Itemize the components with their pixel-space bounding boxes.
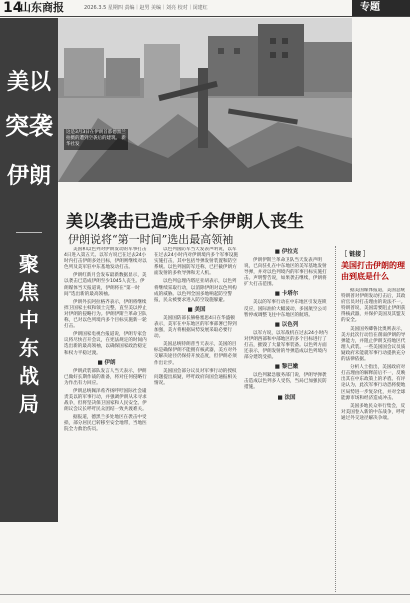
page-header (0, 0, 410, 17)
sidebar-title: 美国打击伊朗的理由到底是什么 (341, 260, 405, 281)
banner-line-3: 伊朗 (6, 164, 51, 189)
section-heading: ■ 以色列 (274, 321, 299, 328)
date-line: 2026.3.5 星期四 责编｜赵男 美编｜刘亮 校对｜闵建红 (84, 5, 208, 11)
paragraph: 伊朗总统佩泽希齐扬呼吁国际社会谴责美以的军事行动，并强调伊朗从未寻求战争，但将坚决保卫国家和人民安全。伊朗议会议长呼吁民众团结一致共渡难关。 (64, 388, 147, 413)
paragraph: 伊朗国家电视台报道说，伊朗专家会议将尽快召开会议，在宪法规定的时间内选出新的最高领袖，以确保国家政治稳定和权力平稳过渡。 (64, 332, 147, 356)
paragraph: 以色列国防军当天发表声明说，以军在过去24小时内对伊朗境内多个军事设施实施打击，其中包括导弹发射装置和防空系统。以色列国防军还称，已拦截伊朗方面发射的多枚导弹和无人机。 (154, 247, 238, 277)
newspaper-brand: 山东商报 (20, 1, 64, 14)
banner-line-2: 突袭 (5, 112, 53, 140)
sidebar-body (341, 288, 407, 588)
banner-line-1: 美以 (6, 70, 51, 95)
article-column-1 (64, 247, 149, 591)
paragraph: 伊朗红新月会发布最新数据显示，美以袭击已造成伊朗至少1045人丧生。伊朗媒体当天报道说，伊朗将在“第一时间”选出新的最高领袖。 (64, 273, 147, 297)
topic-banner (0, 18, 58, 522)
section-heading: ■ 伊朗 (97, 359, 116, 366)
article-column-3 (244, 247, 329, 591)
section-badge (352, 0, 410, 16)
paragraph: 美国国防部长赫格塞思4日在华盛顿表示，美军在中东地区的军事部署已得到加强，美方将根据局势发展采取必要行动。 (154, 315, 237, 340)
paragraph: 据美国媒体报道，美国总统特朗普对伊朗发动打击后，其政府官员对打击理由的说法不一。特朗普说，美国需要阻止伊朗获得核武器，并保护美国及其盟友的安全。 (341, 288, 406, 324)
paragraph: 以军方说，以军战机在过去24小时内对伊朗西部和中部地区的多个目标进行了打击，摧毁了大量军事装备。以色列方面还表示，伊朗发射的导弹造成以色列境内部分建筑受损。 (244, 330, 328, 361)
article-column-2 (154, 247, 239, 591)
section-heading: ■ 卡塔尔 (274, 291, 299, 298)
section-heading: ■ 美国 (187, 306, 206, 313)
news-photo (58, 18, 352, 182)
paragraph: 美国和以色列对伊朗发动的军事打击4日进入第五天。以军方说已在过去24小时内打击伊朗多处目标，伊朗则继续对以色列及美军驻中东基地发动打击。 (64, 247, 147, 271)
paragraph: 伊朗伊斯兰革命卫队当天发表声明说，已向驻扎在中东地区的美军基地发射导弹，并对以色列境内的军事目标实施打击。声明警告说，如果袭击继续，伊朗将扩大打击范围。 (244, 258, 327, 288)
photo-caption: 这是3月3日在伊朗首都德黑兰拍摄的遭到空袭后的建筑。 新华社发 (64, 129, 128, 150)
section-heading: ■ 黎巴嫩 (274, 364, 299, 371)
page-number: 14 (3, 0, 23, 16)
sidebar-label: ［ 链接 ］ (341, 251, 370, 258)
paragraph: 以色列总理内塔尼亚胡表示，以色列将继续采取行动，以消除伊朗对以色列构成的威胁。以色列全国多地响起防空警报，民众被要求进入防空设施躲避。 (154, 279, 237, 303)
paragraph: 分析人士指出，美国政府对打击理由的解释前后不一，反映出其在中东政策上的矛盾。有评论认为，此次军事行动恐将使地区局势进一步复杂化，并对全球能源市场和经济造成冲击。 (341, 365, 406, 401)
paragraph: 以色列紧急服务部门说，伊朗导弹袭击造成以色列多人受伤，当局已加强民防措施。 (244, 373, 327, 391)
link-sidebar (335, 246, 410, 592)
banner-line-4: 聚焦中东战局 (19, 252, 39, 416)
paragraph: 美以的军事行动在中东地区引发连锁反应，国际油价大幅波动，多国航空公司暂停或调整飞往中东地区的航班。 (244, 300, 327, 318)
paragraph: 美国总统特朗普当天表示，美国的目标是确保伊朗不能拥有核武器，美方对外交解决途径仍保持开放态度，但伊朗必须作出让步。 (154, 342, 237, 366)
paragraph: 美国多地民众举行集会，反对美国卷入新的中东战争，呼吁通过外交途径解决争端。 (341, 403, 406, 421)
section-heading: ■ 伊拉克 (274, 249, 299, 255)
paragraph: 据报道，德黑兰多处地区在袭击中受损，部分居民已转移至安全地带，当地医院全力救治伤员。 (64, 415, 147, 433)
paragraph: 伊朗外长阿拉格齐表示，伊朗将继续捍卫国家主权和领土完整，直至美以停止对伊朗的侵略行为。伊朗伊斯兰革命卫队称，已对以色列境内多个目标实施新一轮打击。 (64, 299, 147, 330)
paragraph: 美国国务卿鲁比奥则表示，美方此次行动旨在削弱伊朗的导弹能力，并阻止伊朗支持地区代理人武装。一些美国国会议员质疑政府未能就军事行动提供充分的法律依据。 (341, 326, 406, 363)
section-heading: ■ 法国 (277, 394, 296, 401)
section-badge-label: 专题 (360, 2, 380, 13)
paragraph: 伊朗武装部队发言人当天表示，伊朗已做好长期作战的准备，将对任何侵略行为作出有力回应。 (64, 368, 147, 386)
paragraph: 美国国会部分议员对军事行动的授权问题提出质疑，呼吁政府向国会通报相关情况。 (154, 368, 237, 386)
banner-divider (16, 232, 42, 233)
main-headline: 美以袭击已造成千余伊朗人丧生 (66, 212, 304, 232)
sub-headline: 伊朗说将“第一时间”选出最高领袖 (68, 233, 234, 246)
